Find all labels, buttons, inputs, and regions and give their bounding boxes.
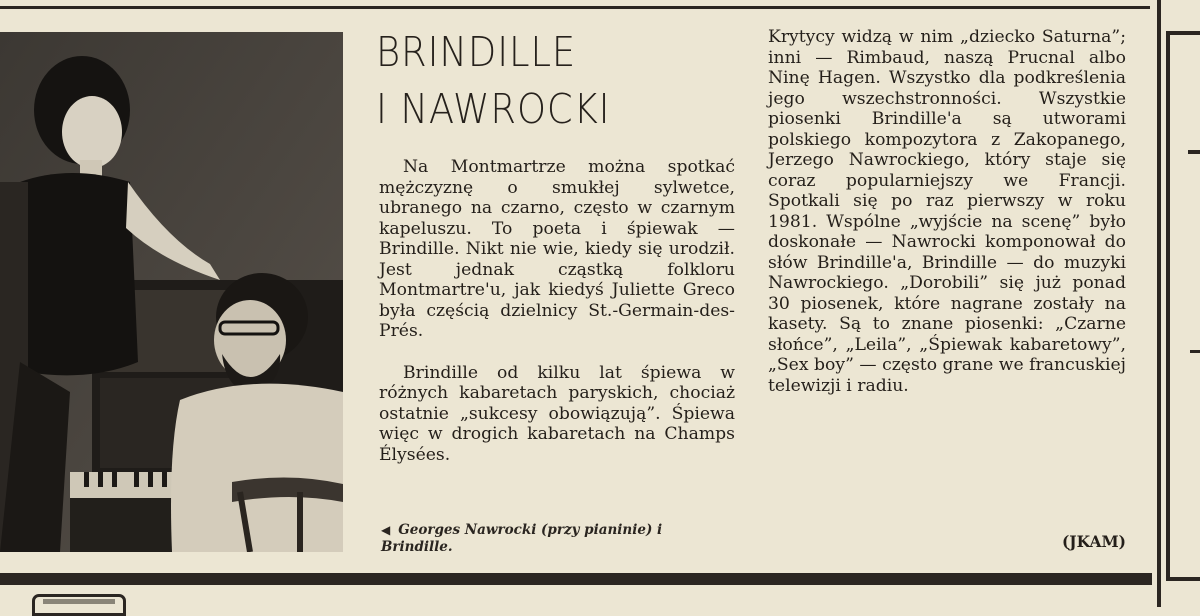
article-headline: [376, 24, 610, 138]
paragraph: Na Montmartrze można spotkać mężczyznę o smukłej sylwetce, ubranego na czarno, często w czarnym kapeluszu. To poeta i śpiewak — Brindille. Nikt nie wie, kiedy się urodził. Jest jednak cząstką folkloru Montmartre'u, jak kiedyś Juliette Greco była częścią dzielnicy St.-Germain-des-Prés.: [379, 157, 735, 341]
article-column-1: [379, 157, 735, 465]
left-arrow-icon: ◀: [381, 523, 391, 537]
bottom-rule: [0, 573, 1152, 585]
article-column-2: [768, 27, 1126, 396]
paragraph: Krytycy widzą w nim „dziecko Saturna”; inni — Rimbaud, naszą Prucnal albo Ninę Hagen. Wszystko dla podkreślenia jego wszechstronności. Wszystkie piosenki Brindille'a są utworami polskiego kompozytora z Zakopanego, Jerzego Nawrockiego, który staje się coraz popularniejszy we Francji. Spotkali się po raz pierwszy w roku 1981. Wspólne „wyjście na scenę” było doskonałe — Nawrocki komponował do słów Brindille'a, Brindille — do muzyki Nawrockiego. „Dorobili” się już ponad 30 piosenek, które nagrane zostały na kasety. Są to znane piosenki: „Czarne słońce”, „Leila”, „Śpiewak kabaretowy”, „Sex boy” — często grane we francuskiej telewizji i radiu.: [768, 27, 1126, 396]
right-column-divider: [1157, 0, 1161, 607]
caption-text: Georges Nawrocki (przy pianinie) i Brindille.: [381, 522, 663, 555]
photo-illustration: [0, 32, 343, 552]
headline-line-2: I NAWROCKI: [376, 85, 611, 133]
right-column-mark: [1190, 350, 1200, 353]
right-column-mark: [1188, 150, 1200, 154]
top-rule: [0, 6, 1150, 9]
headline-line-1: BRINDILLE: [376, 28, 577, 76]
author-signature: (JKAM): [1061, 532, 1126, 551]
paragraph: Brindille od kilku lat śpiewa w różnych kabaretach paryskich, chociaż ostatnie „sukcesy obowiązują”. Śpiewa więc w drogich kabaretach na Champs Élysées.: [379, 362, 735, 465]
right-column-frame: [1166, 31, 1200, 581]
article-photo: [0, 32, 343, 552]
footer-stamp: [32, 594, 126, 616]
photo-caption: [381, 522, 737, 556]
